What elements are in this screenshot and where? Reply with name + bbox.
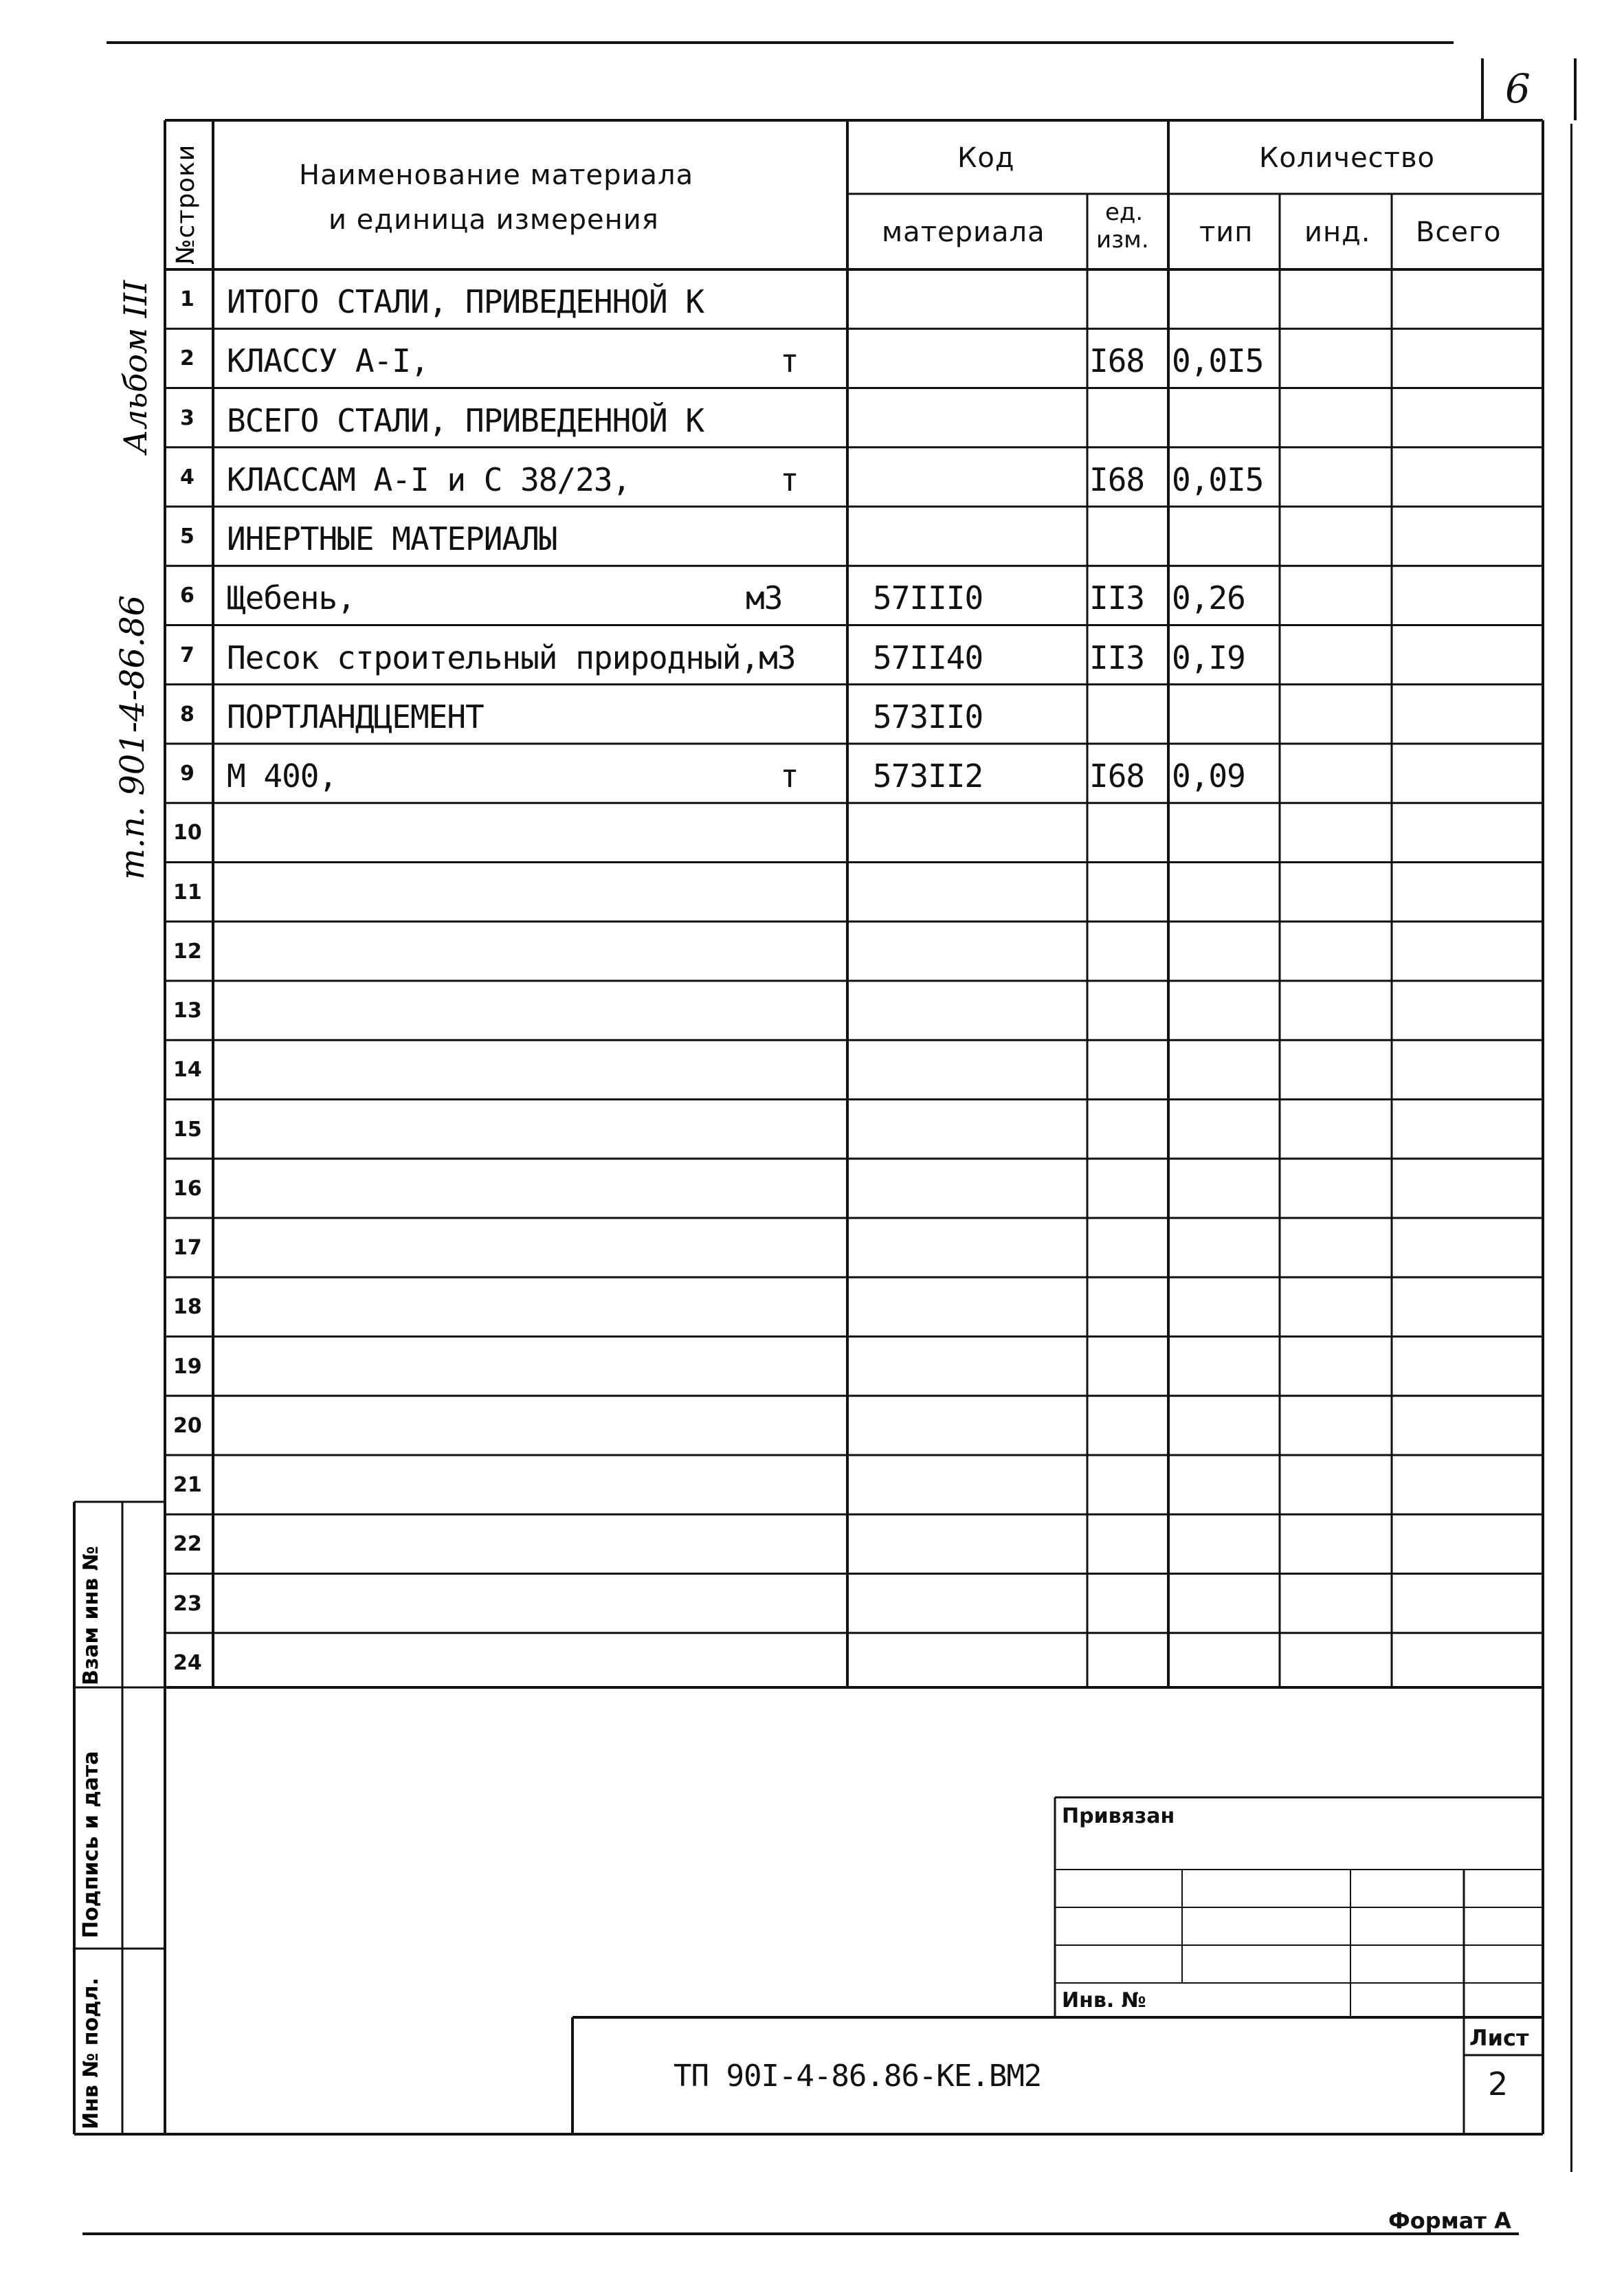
table-row (0, 507, 1624, 566)
material-name: КЛАССАМ А-I и С 38/23, (227, 461, 631, 498)
row-number: 19 (173, 1354, 202, 1379)
row-number: 14 (173, 1058, 202, 1083)
row-number: 8 (180, 702, 194, 727)
document-code: ТП 90I-4-86.86-КЕ.ВМ2 (674, 2059, 1042, 2094)
table-row (0, 269, 1624, 329)
row-number: 10 (173, 821, 202, 845)
unit-code: II3 (1089, 579, 1145, 617)
table-row (0, 447, 1624, 507)
material-code: 573II0 (873, 698, 983, 735)
table-row (0, 1455, 1624, 1514)
header-qty-total: Всего (1416, 217, 1502, 248)
table-row (0, 803, 1624, 862)
row-number: 7 (180, 643, 194, 667)
table-row (0, 1040, 1624, 1099)
table-row (0, 685, 1624, 744)
table-row (0, 1396, 1624, 1455)
material-unit: т (780, 342, 799, 380)
row-number: 11 (173, 880, 202, 905)
material-name: ВСЕГО СТАЛИ, ПРИВЕДЕННОЙ К (227, 401, 704, 439)
material-unit: м3 (746, 579, 783, 617)
stamp-privyazan: Привязан (1062, 1804, 1175, 1828)
material-code: 57III0 (873, 579, 983, 617)
qty-type: 0,09 (1172, 757, 1245, 795)
header-qty-group: Количество (1259, 142, 1436, 174)
table-row (0, 1574, 1624, 1633)
table-row (0, 1277, 1624, 1336)
row-number: 17 (173, 1236, 202, 1260)
table-row (0, 329, 1624, 388)
qty-type: 0,0I5 (1172, 461, 1264, 498)
unit-code: II3 (1089, 639, 1145, 676)
qty-type: 0,0I5 (1172, 342, 1264, 380)
table-row (0, 922, 1624, 981)
table-row (0, 388, 1624, 447)
material-name: М 400, (227, 757, 337, 795)
material-name: Щебень, (227, 579, 355, 617)
format-label: Формат А (1388, 2208, 1511, 2234)
side-label-inv-podl: Инв № подл. (79, 1977, 103, 2129)
row-number: 4 (180, 465, 194, 489)
row-number: 5 (180, 524, 194, 548)
table-row (0, 1337, 1624, 1396)
material-code: 573II2 (873, 757, 983, 795)
material-name: КЛАССУ А-I, (227, 342, 429, 380)
material-name: ИНЕРТНЫЕ МАТЕРИАЛЫ (227, 520, 557, 557)
row-number: 2 (180, 346, 194, 371)
header-name-line1: Наименование материала (299, 159, 694, 191)
table-row (0, 1218, 1624, 1277)
side-label-vzam-inv: Взам инв № (79, 1546, 103, 1685)
row-number: 12 (173, 939, 202, 964)
table-row (0, 1100, 1624, 1159)
table-row (0, 744, 1624, 803)
header-qty-type: тип (1199, 217, 1254, 248)
stamp-inv-no: Инв. № (1062, 1988, 1146, 2013)
material-unit: т (780, 757, 799, 795)
row-number: 16 (173, 1176, 202, 1201)
side-label-project: т.п. 901-4-86.86 (113, 595, 152, 880)
table-row (0, 566, 1624, 625)
row-number: 18 (173, 1295, 202, 1320)
header-code-unit-line1: ед. (1105, 199, 1144, 226)
row-number: 24 (173, 1650, 202, 1675)
row-number: 20 (173, 1413, 202, 1438)
material-name: Песок строительный природный,м3 (227, 639, 796, 676)
table-row (0, 1633, 1624, 1692)
side-label-album: Альбом III (117, 280, 154, 454)
sheet-number-corner: 6 (1505, 65, 1531, 112)
row-number: 9 (180, 762, 194, 786)
table-row (0, 1159, 1624, 1218)
row-number: 3 (180, 406, 194, 430)
unit-code: I68 (1089, 342, 1145, 380)
unit-code: I68 (1089, 757, 1145, 795)
table-row (0, 981, 1624, 1040)
row-number: 6 (180, 584, 194, 608)
header-code-unit-line2: изм. (1096, 226, 1149, 254)
qty-type: 0,26 (1172, 579, 1245, 617)
header-code-material: материала (882, 217, 1045, 248)
row-number: 22 (173, 1532, 202, 1557)
stamp-list-label: Лист (1469, 2025, 1529, 2051)
unit-code: I68 (1089, 461, 1145, 498)
stamp-list-value: 2 (1488, 2065, 1509, 2103)
row-number: 23 (173, 1591, 202, 1616)
material-name: ПОРТЛАНДЦЕМЕНТ (227, 698, 484, 735)
material-code: 57II40 (873, 639, 983, 676)
header-code-group: Код (957, 142, 1015, 174)
side-label-podpis-data: Подпись и дата (79, 1751, 103, 1938)
row-number: 15 (173, 1117, 202, 1142)
header-row-no: №строки (172, 144, 200, 265)
table-row (0, 1514, 1624, 1573)
header-qty-ind: инд. (1304, 217, 1371, 248)
table-row (0, 625, 1624, 685)
material-unit: т (780, 461, 799, 498)
material-name: ИТОГО СТАЛИ, ПРИВЕДЕННОЙ К (227, 283, 704, 320)
qty-type: 0,I9 (1172, 639, 1245, 676)
header-name-line2: и единица измерения (329, 204, 659, 236)
row-number: 21 (173, 1473, 202, 1497)
row-number: 1 (180, 287, 194, 311)
table-row (0, 863, 1624, 922)
row-number: 13 (173, 999, 202, 1023)
